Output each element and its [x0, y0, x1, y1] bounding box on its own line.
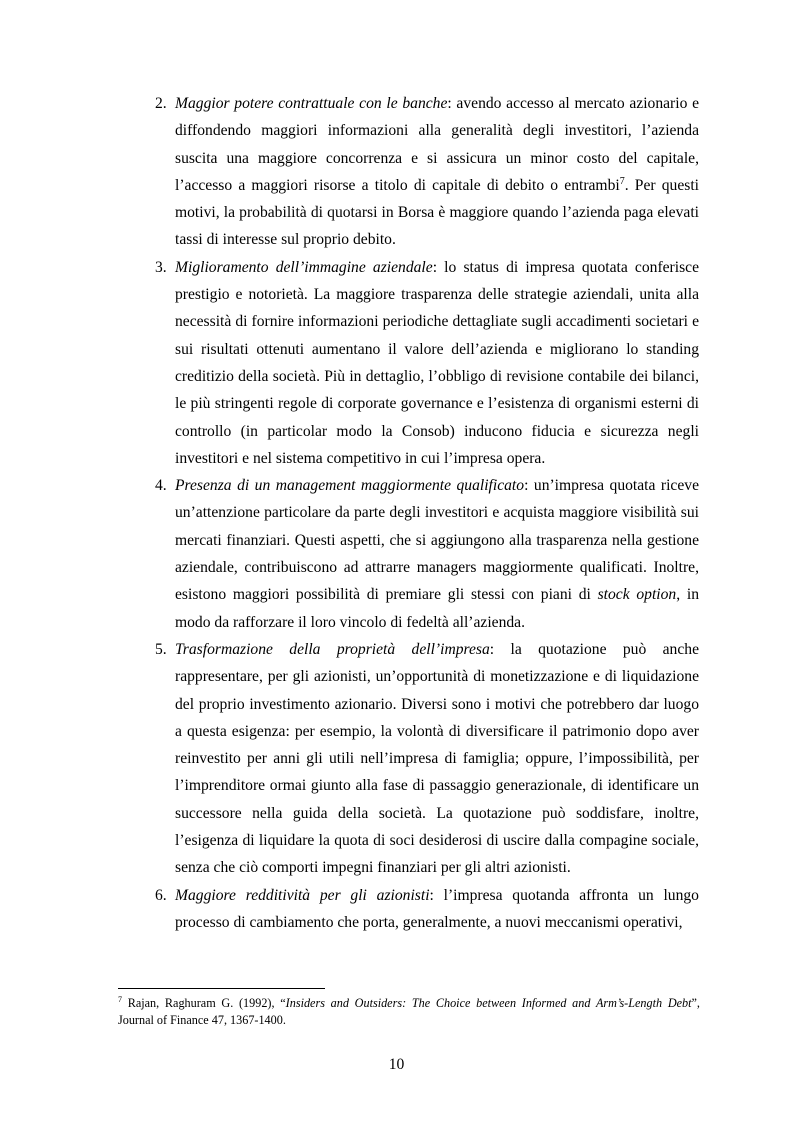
item-number: 5. [155, 640, 167, 658]
list-item-5 [155, 636, 699, 882]
footnote-marker: 7 [118, 994, 122, 1004]
item-text: : un’impresa quotata riceve un’attenzione particolare da parte degli investitori e acquista maggiore visibilità sui mercati finanziari. Questi aspetti, che si aggiungono alla trasparenza nella gestione aziendale, contribuiscono ad attrarre managers maggiormente qualificati. Inoltre, esistono maggiori possibilità di premiare gli stessi con piani di [175, 477, 699, 604]
item-text: : l’impresa quotanda affronta un lungo processo di cambiamento che porta, generalmente, a nuovi meccanismi operativi, [175, 886, 699, 931]
item-heading: Trasformazione della proprietà dell’impresa [175, 640, 490, 658]
item-text: . Per questi motivi, la probabilità di quotarsi in Borsa è maggiore quando l’azienda paga elevati tassi di interesse sul proprio debito. [175, 176, 699, 249]
list-item-4 [155, 472, 699, 636]
page-number: 10 [388, 1056, 405, 1073]
item-text: : lo status di impresa quotata conferisce prestigio e notorietà. La maggiore trasparenza delle strategie aziendali, unita alla necessità di fornire informazioni periodiche dettagliate sugli accadimenti societari e sui risultati ottenuti aumentano il valore dell’azienda e migliorano lo standing creditizio della società. Più in dettaglio, l’obbligo di revisione contabile dei bilanci, le più stringenti regole di corporate governance e l’esistenza di organismi esterni di controllo (in particolar modo la Consob) inducono fiducia e sicurezza negli investitori e nel sistema competitivo in cui l’impresa opera. [175, 258, 699, 467]
footnote-title: Insiders and Outsiders: The Choice between Informed and Arm’s-Length Debt [285, 996, 692, 1010]
item-text: : la quotazione può anche rappresentare, per gli azionisti, un’opportunità di monetizzazione e di liquidazione del proprio investimento azionario. Diversi sono i motivi che potrebbero dar luogo a questa esigenza: per esempio, la volontà di diversificare il patrimonio dopo aver reinvestito per anni gli utili nell’impresa di famiglia; oppure, l’impossibilità, per l’imprenditore ormai giunto alla fase di passaggio generazionale, di identificare un successore nella guida della società. La quotazione può soddisfare, inoltre, l’esigenza di liquidare la quota di soci desiderosi di uscire dalla compagine sociale, senza che ciò comporti impegni finanziari per gli altri azionisti. [175, 640, 699, 877]
numbered-list [155, 90, 699, 936]
item-text: : avendo accesso al mercato azionario e diffondendo maggiori informazioni alla generalità degli investitori, l’azienda suscita una maggiore concorrenza e si assicura un minor costo del capitale, l’accesso a maggiori risorse a titolo di capitale di debito o entrambi [175, 95, 699, 194]
list-item-6 [155, 882, 699, 937]
item-heading: Miglioramento dell’immagine aziendale [175, 258, 433, 276]
list-item-2 [155, 90, 699, 254]
item-heading: Maggior potere contrattuale con le banche [175, 95, 448, 112]
footnote-divider [118, 988, 325, 989]
item-number: 3. [155, 258, 167, 276]
item-heading: Presenza di un management maggiormente qualificato [175, 477, 525, 495]
item-number: 4. [155, 477, 167, 495]
footnote-author: Rajan, Raghuram G. (1992), “ [122, 996, 286, 1010]
item-heading: Maggiore redditività per gli azionisti [175, 886, 430, 904]
item-italic-term: stock option [597, 586, 677, 604]
list-item-3 [155, 254, 699, 472]
footnote-source: ”, Journal of Finance 47, 1367-1400. [118, 996, 700, 1027]
item-text: , in modo da rafforzare il loro vincolo di fedeltà all’azienda. [175, 586, 699, 631]
item-number: 2. [155, 95, 167, 112]
item-number: 6. [155, 886, 167, 904]
footnote [118, 995, 700, 1029]
footnote-ref: 7 [619, 175, 625, 187]
